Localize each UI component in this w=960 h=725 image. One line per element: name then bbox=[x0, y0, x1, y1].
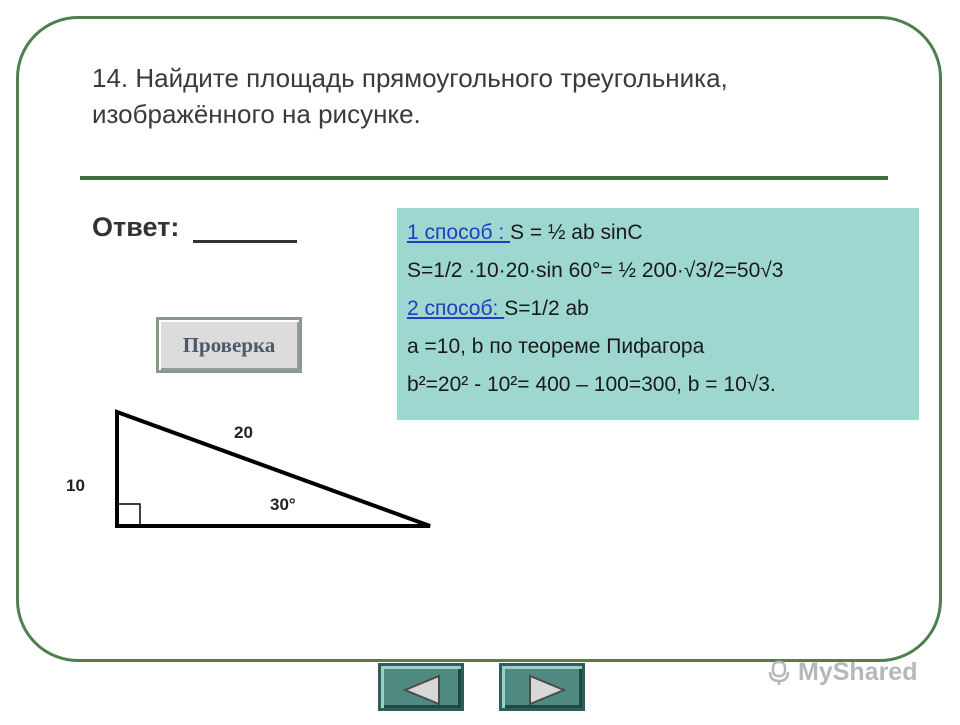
answer-blank bbox=[193, 212, 297, 243]
answer-label: Ответ: bbox=[92, 212, 180, 242]
hypotenuse-label: 20 bbox=[234, 423, 253, 442]
solution-line-3 bbox=[407, 290, 919, 328]
watermark-text: MyShared bbox=[798, 658, 918, 686]
method-1-link[interactable]: 1 способ : bbox=[407, 221, 511, 244]
answer-row bbox=[92, 212, 297, 243]
mic-icon bbox=[766, 660, 792, 686]
task-line-1: 14. Найдите площадь прямоугольного треугольника, bbox=[92, 63, 728, 93]
leg-label: 10 bbox=[66, 476, 85, 495]
angle-label: 30° bbox=[270, 495, 296, 514]
left-arrow-icon bbox=[381, 666, 467, 714]
method-2-formula: S=1/2 ab bbox=[504, 297, 589, 320]
method-2-link[interactable]: 2 способ: bbox=[407, 297, 505, 320]
method-1-formula: S = ½ ab sinC bbox=[510, 221, 643, 244]
check-button[interactable]: Проверка bbox=[156, 317, 302, 373]
task-line-2: изображённого на рисунке. bbox=[92, 99, 421, 129]
solution-line-4: a =10, b по теореме Пифагора bbox=[407, 335, 705, 358]
solution-line-2: S=1/2 ·10·20·sin 60°= ½ 200·√3/2=50√3 bbox=[407, 259, 784, 282]
right-arrow-icon bbox=[502, 666, 588, 714]
solution-line-1 bbox=[407, 214, 919, 252]
prev-slide-button[interactable] bbox=[378, 663, 464, 711]
watermark bbox=[766, 658, 917, 687]
solution-box bbox=[397, 208, 919, 420]
divider-line bbox=[80, 176, 888, 180]
solution-line-5: b²=20² - 10²= 400 – 100=300, b = 10√3. bbox=[407, 373, 776, 396]
task-text bbox=[92, 60, 912, 132]
next-slide-button[interactable] bbox=[499, 663, 585, 711]
